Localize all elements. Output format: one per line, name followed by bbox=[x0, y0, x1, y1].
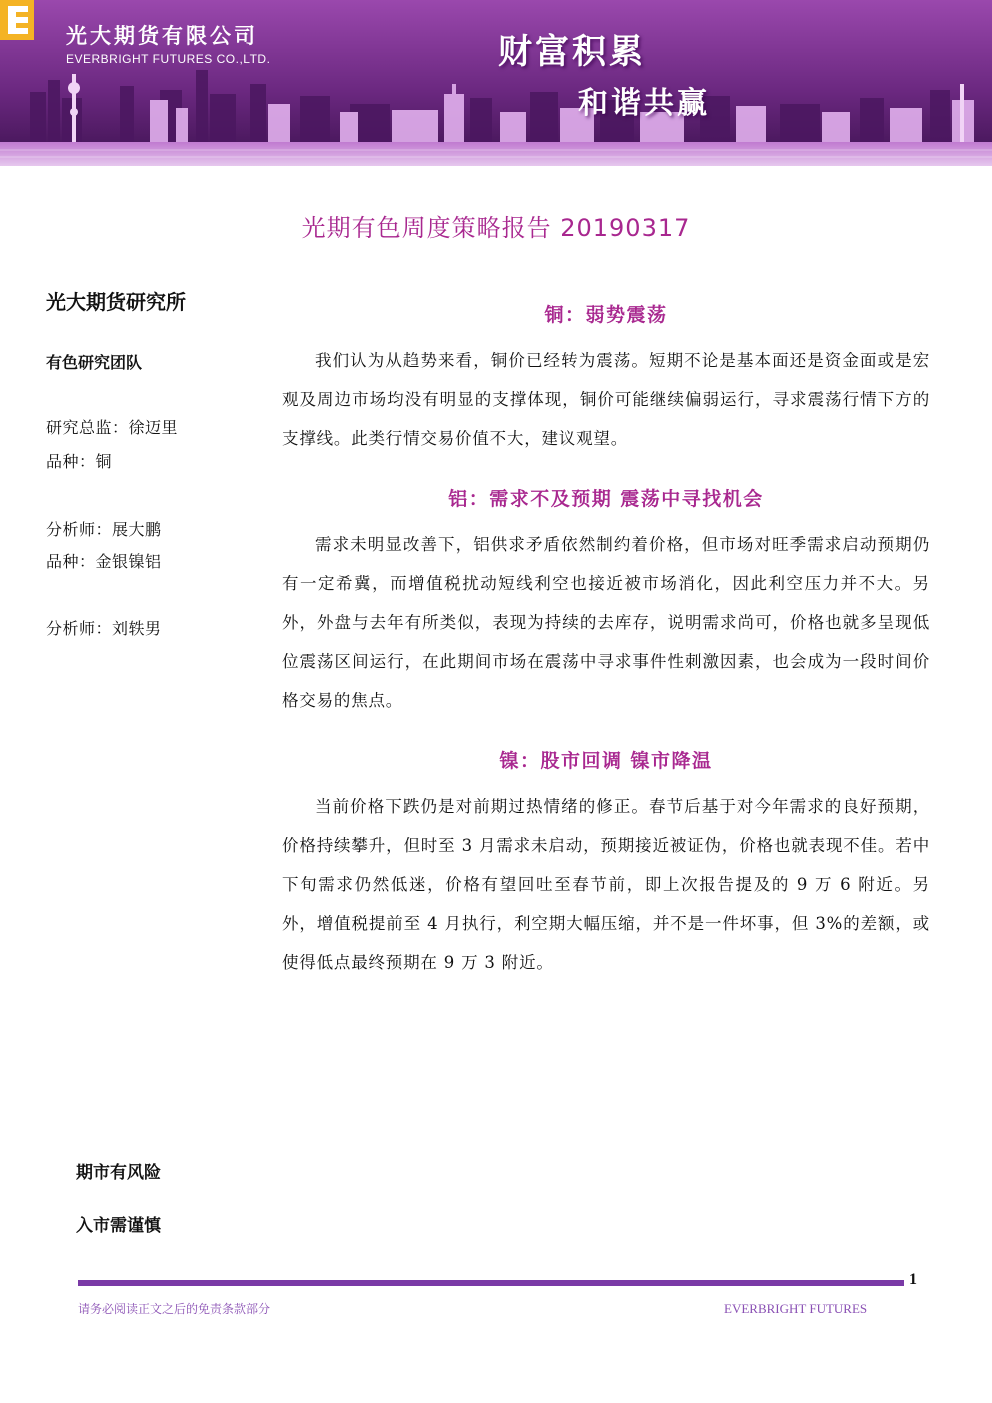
section-title: 镍：股市回调 镍市降温 bbox=[499, 750, 713, 772]
section-aluminium bbox=[282, 484, 930, 720]
report-title: 光期有色周度策略报告 20190317 bbox=[301, 214, 691, 242]
section-nickel bbox=[282, 746, 930, 982]
footer-divider bbox=[78, 1280, 904, 1286]
risk-warning-line2: 入市需谨慎 bbox=[76, 1216, 161, 1236]
page-number: 1 bbox=[909, 1271, 917, 1288]
sidebar-director: 研究总监：徐迈里 bbox=[46, 418, 179, 437]
research-team: 有色研究团队 bbox=[46, 353, 143, 372]
section-paragraph: 我们认为从趋势来看，铜价已经转为震荡。短期不论是基本面还是资金面或是宏观及周边市场均没有明显的支撑体现，铜价可能继续偏弱运行，寻求震荡行情下方的支撑线。此类行情交易价值不大，建议观望。 bbox=[282, 351, 930, 448]
company-name-en: EVERBRIGHT FUTURES CO.,LTD. bbox=[66, 52, 271, 66]
research-institute: 光大期货研究所 bbox=[46, 290, 186, 314]
header-banner bbox=[0, 0, 992, 166]
section-copper bbox=[282, 300, 930, 458]
footer-disclaimer: 请务必阅读正文之后的免责条款部分 bbox=[78, 1302, 271, 1316]
report-body bbox=[282, 300, 930, 1008]
section-paragraph: 当前价格下跌仍是对前期过热情绪的修正。春节后基于对今年需求的良好预期，价格持续攀升，但时至 3 月需求未启动，预期接近被证伪，价格也就表现不佳。若中下旬需求仍然低迷，价格有望回吐至春节前，即上次报告提及的 9 万 6 附近。另外，增值税提前至 4 月执行，利空期大幅压缩，并不是一件坏事，但 3%的差额，或使得低点最终预期在 9 万 3 附近。 bbox=[282, 797, 930, 972]
section-paragraph: 需求未明显改善下，铝供求矛盾依然制约着价格，但市场对旺季需求启动预期仍有一定希冀，而增值税扰动短线利空也接近被市场消化，因此利空压力并不大。另外，外盘与去年有所类似，表现为持续的去库存，说明需求尚可，价格也就多呈现低位震荡区间运行，在此期间市场在震荡中寻求事件性刺激因素，也会成为一段时间价格交易的焦点。 bbox=[282, 535, 930, 710]
section-title: 铜：弱势震荡 bbox=[544, 304, 668, 326]
company-logo-icon bbox=[0, 0, 34, 40]
company-name-cn: 光大期货有限公司 bbox=[66, 24, 258, 48]
section-title: 铝：需求不及预期 震荡中寻找机会 bbox=[448, 488, 764, 510]
sidebar-analyst-1: 分析师：展大鹏 bbox=[46, 520, 162, 539]
footer-brand: EVERBRIGHT FUTURES bbox=[724, 1301, 868, 1316]
slogan-line2: 和谐共赢 bbox=[578, 86, 710, 121]
sidebar-analyst-2: 分析师：刘轶男 bbox=[46, 619, 162, 638]
risk-warning-line1: 期市有风险 bbox=[76, 1163, 161, 1183]
slogan-line1: 财富积累 bbox=[498, 32, 646, 72]
sidebar-variety-copper: 品种：铜 bbox=[46, 452, 113, 471]
sidebar-variety-metals: 品种：金银镍铝 bbox=[46, 552, 162, 571]
